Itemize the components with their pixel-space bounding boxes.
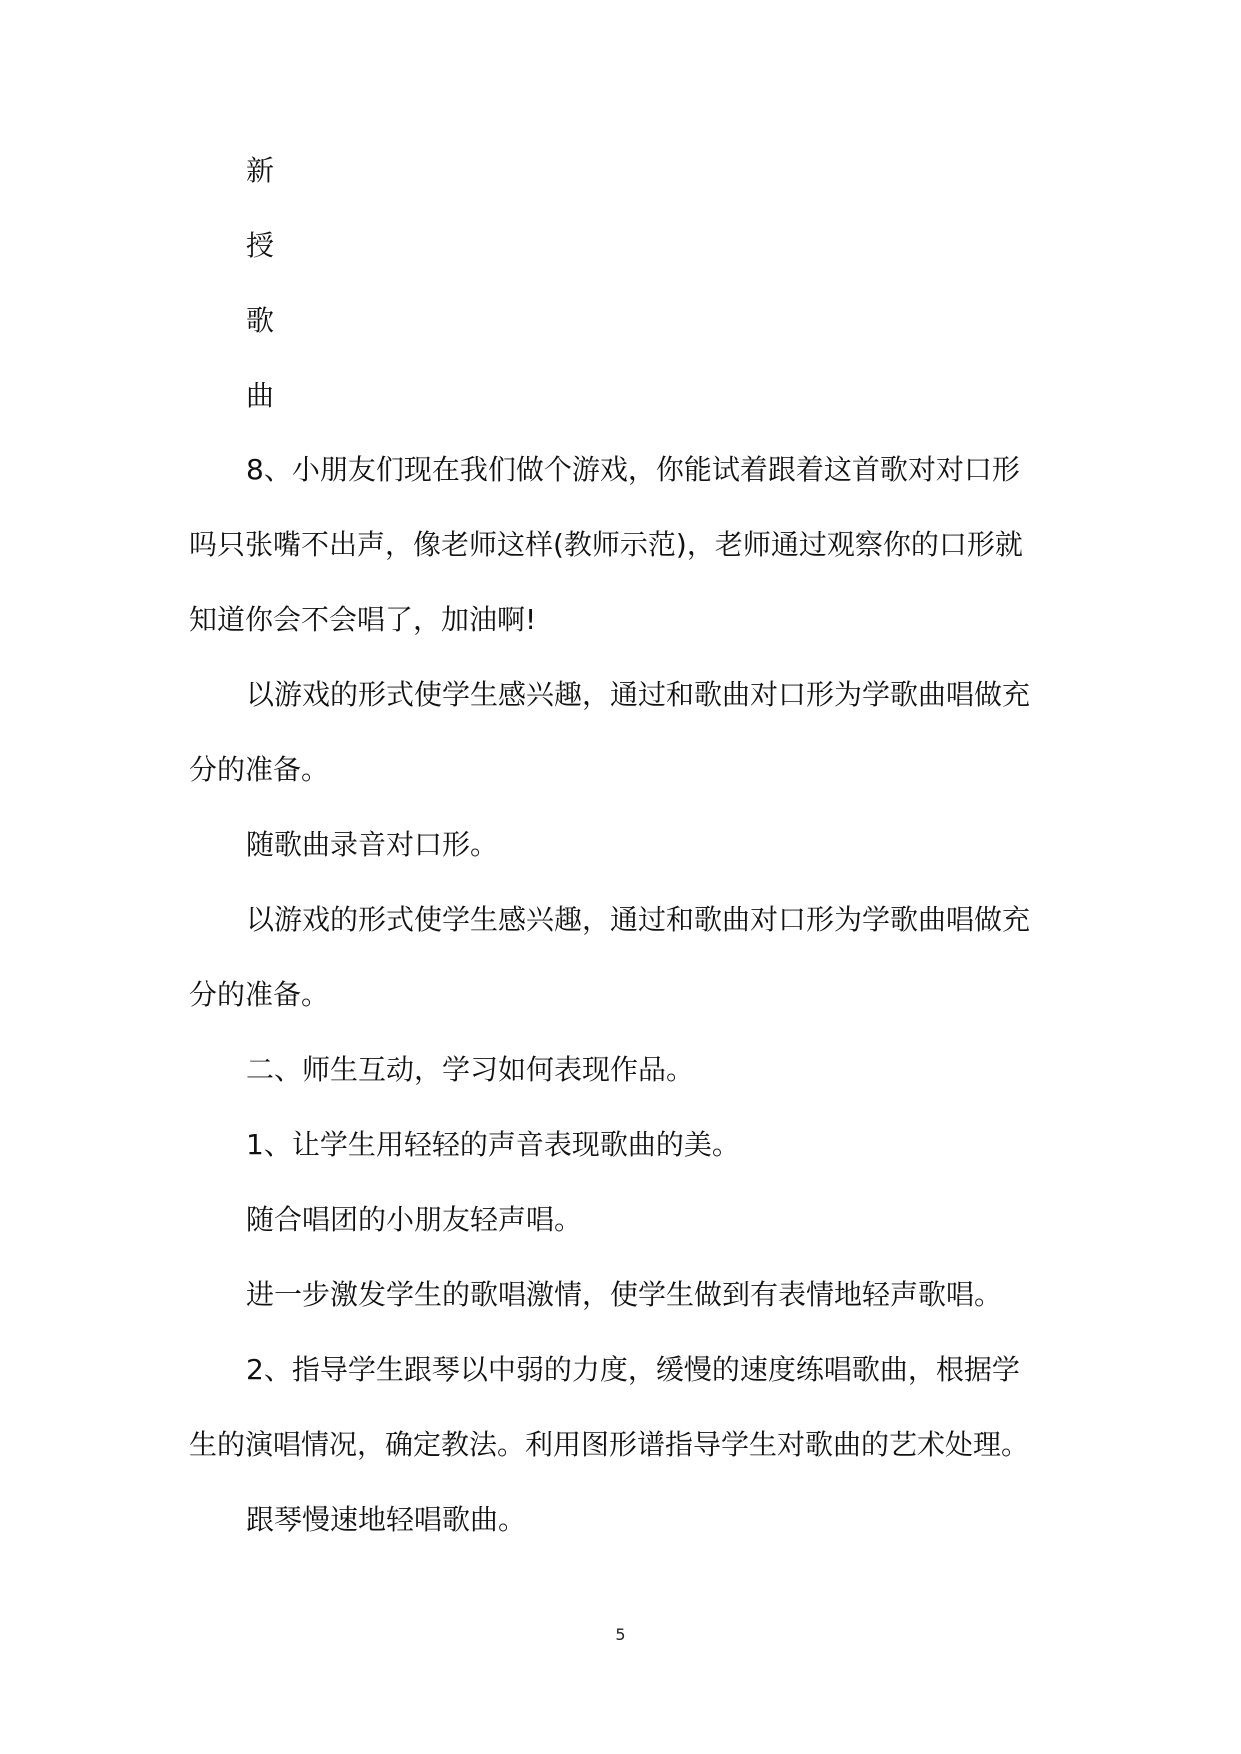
vertical-heading-char: 新 <box>246 154 275 187</box>
paragraph-line: 8、小朋友们现在我们做个游戏，你能试着跟着这首歌对对口形 <box>246 453 1020 486</box>
paragraph-line: 分的准备。 <box>189 753 330 786</box>
paragraph-line: 随歌曲录音对口形。 <box>246 828 499 861</box>
paragraph-line: 进一步激发学生的歌唱激情，使学生做到有表情地轻声歌唱。 <box>246 1278 1003 1311</box>
vertical-heading-char: 歌 <box>246 304 275 337</box>
paragraph-line: 以游戏的形式使学生感兴趣，通过和歌曲对口形为学歌曲唱做充 <box>246 678 1031 711</box>
vertical-heading-char: 曲 <box>246 379 275 412</box>
paragraph-line: 生的演唱情况，确定教法。利用图形谱指导学生对歌曲的艺术处理。 <box>189 1428 1030 1461</box>
paragraph-line: 跟琴慢速地轻唱歌曲。 <box>246 1503 527 1536</box>
paragraph-line: 随合唱团的小朋友轻声唱。 <box>246 1203 583 1236</box>
paragraph-line: 知道你会不会唱了，加油啊! <box>189 603 537 636</box>
paragraph-line: 1、让学生用轻轻的声音表现歌曲的美。 <box>246 1128 740 1161</box>
paragraph-line: 二、师生互动，学习如何表现作品。 <box>246 1053 695 1086</box>
paragraph-line: 吗只张嘴不出声，像老师这样(教师示范)，老师通过观察你的口形就 <box>189 528 1023 561</box>
paragraph-line: 分的准备。 <box>189 978 330 1011</box>
paragraph-line: 2、指导学生跟琴以中弱的力度，缓慢的速度练唱歌曲，根据学 <box>246 1353 1020 1386</box>
vertical-heading-char: 授 <box>246 229 275 262</box>
paragraph-line: 以游戏的形式使学生感兴趣，通过和歌曲对口形为学歌曲唱做充 <box>246 903 1031 936</box>
page-number: 5 <box>615 1625 626 1644</box>
